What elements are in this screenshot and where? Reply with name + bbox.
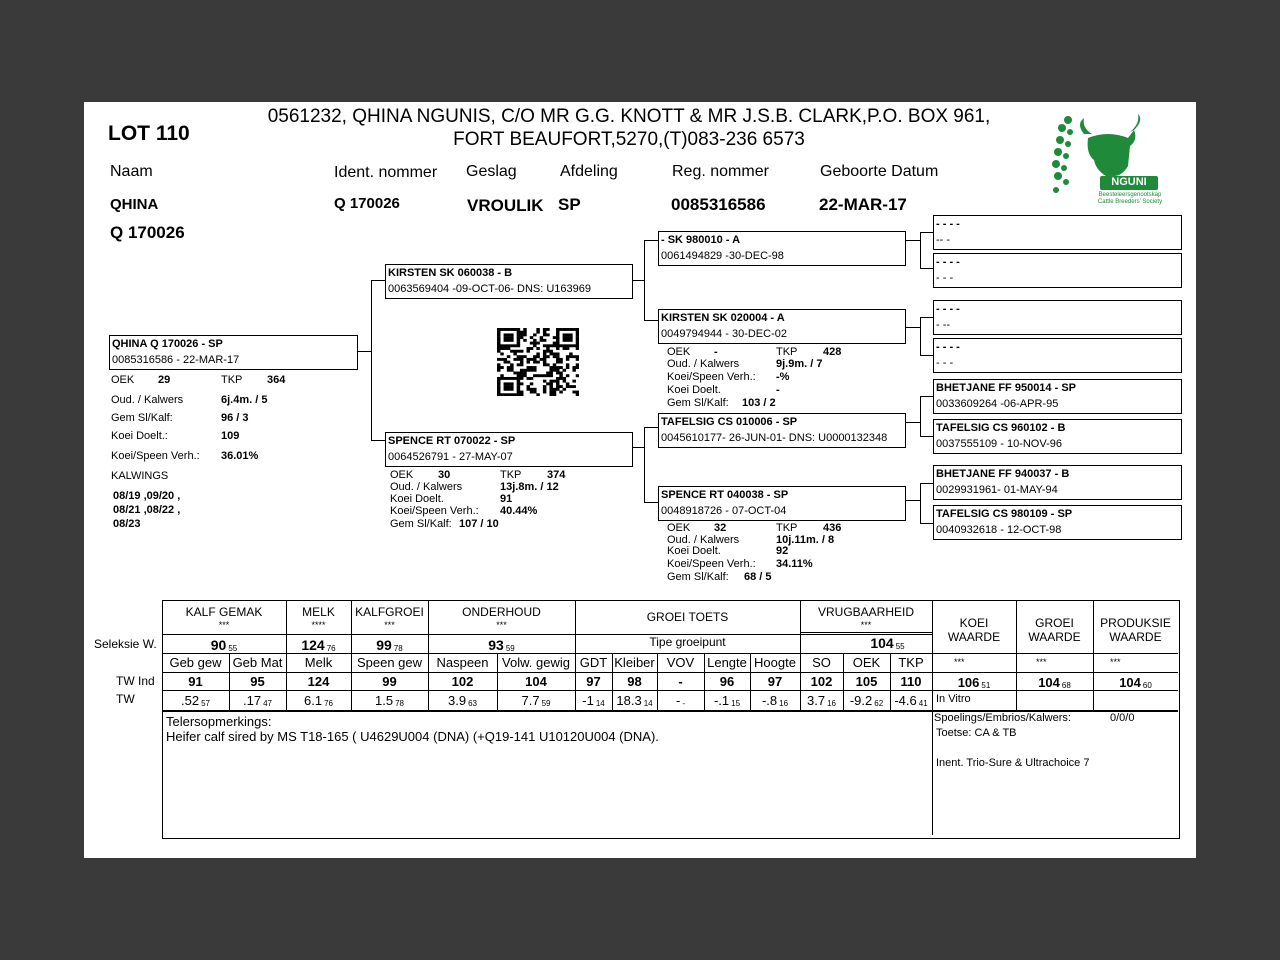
spoelings-value: 0/0/0 xyxy=(1110,712,1135,724)
qr-code[interactable] xyxy=(497,328,579,396)
tw-accuracy: 16 xyxy=(827,699,836,708)
gen3-reg-2: - - - xyxy=(936,272,954,284)
tw-ind-cell: 97 xyxy=(767,674,783,689)
stars-kalf-gemak: *** xyxy=(218,620,230,630)
tw-accuracy: 63 xyxy=(468,699,477,708)
tw-cell xyxy=(428,693,497,708)
gen3-title-4: - - - - xyxy=(936,341,960,353)
animal-name: QHINA xyxy=(110,196,159,213)
dam-dam-box xyxy=(658,486,906,521)
logo-sub1: Beesteleersgenootskap xyxy=(1098,192,1162,198)
gen3-title-8: TAFELSIG CS 980109 - SP xyxy=(936,508,1073,520)
dam-oud-label: Oud. / Kalwers xyxy=(390,481,463,493)
subject-speen-label: Koei/Speen Verh.: xyxy=(111,450,200,462)
animal-ident: Q 170026 xyxy=(334,195,400,212)
tw-ind-cell: 105 xyxy=(855,674,878,689)
column-header: VOV xyxy=(666,655,695,670)
sire-dam-gem: 103 / 2 xyxy=(742,397,776,409)
dam-oek: 30 xyxy=(438,469,451,481)
tw-accuracy: 59 xyxy=(541,699,551,708)
gen3-title-6: TAFELSIG CS 960102 - B xyxy=(936,422,1066,434)
val-koei-waarde: 106 $_{51}$ xyxy=(957,675,991,690)
tw-value: -9.2 xyxy=(849,693,873,708)
tw-value: 1.5 xyxy=(375,693,394,708)
dam-dam-speen-label: Koei/Speen Verh.: xyxy=(667,558,756,570)
gen3-box-6 xyxy=(933,419,1182,454)
tw-accuracy: 14 xyxy=(643,699,653,708)
tw-accuracy: 47 xyxy=(263,699,272,708)
tw-cell xyxy=(704,693,750,708)
tw-value: - xyxy=(675,693,681,708)
tw-ind-cell: 110 xyxy=(900,674,922,689)
tw-value: .17 xyxy=(243,693,262,708)
gen3-box-2 xyxy=(933,253,1182,288)
row-label-seleksie: Seleksie W. xyxy=(94,637,157,651)
header-groei-waarde-2: WAARDE xyxy=(1028,630,1081,644)
dam-title: SPENCE RT 070022 - SP xyxy=(388,435,516,447)
sire-title: KIRSTEN SK 060038 - B xyxy=(388,267,513,279)
sire-dam-oud-label: Oud. / Kalwers xyxy=(667,358,740,370)
gen3-box-8 xyxy=(933,505,1182,540)
sel-kalfgroei: 99 $_{78}$ xyxy=(376,637,403,653)
sel-onderhoud: 93 $_{59}$ xyxy=(488,637,515,653)
column-header: Speen gew xyxy=(356,655,423,670)
tw-accuracy: 62 xyxy=(874,699,884,708)
stars-melk: **** xyxy=(311,620,326,630)
column-header: TKP xyxy=(898,655,924,670)
dam-sire-box xyxy=(658,413,906,448)
tw-accuracy: 14 xyxy=(595,699,605,708)
tw-cell xyxy=(750,693,800,708)
lot-number: LOT 110 xyxy=(108,122,190,145)
column-header: Kleiber xyxy=(614,655,655,670)
column-header: GDT xyxy=(579,655,608,670)
tw-ind-cell: 102 xyxy=(810,674,833,689)
tw-ind-cell: - xyxy=(678,674,683,689)
kalwings-line1: 08/19 ,09/20 , xyxy=(113,490,181,502)
in-vitro-label: In Vitro xyxy=(936,693,971,705)
label-naam: Naam xyxy=(110,163,153,180)
tw-accuracy: 15 xyxy=(731,699,741,708)
subject-gem-label: Gem Sl/Kalf: xyxy=(111,412,173,424)
subject-tkp: 364 xyxy=(267,374,286,386)
tw-ind-cell: 95 xyxy=(250,674,265,689)
tw-cell xyxy=(612,693,657,708)
header-melk: MELK xyxy=(302,605,335,619)
dam-dam-tkp: 436 xyxy=(823,522,842,534)
gen3-box-4 xyxy=(933,338,1182,373)
subject-koei-label: Koei Doelt.: xyxy=(111,430,168,442)
gen3-reg-8: 0040932618 - 12-OCT-98 xyxy=(936,524,1062,536)
dam-oud: 13j.8m. / 12 xyxy=(500,481,559,493)
label-afdeling: Afdeling xyxy=(560,163,618,180)
column-header: SO xyxy=(812,655,831,670)
dam-dam-koei: 92 xyxy=(776,545,789,557)
sire-sire-reg-date: 0061494829 -30-DEC-98 xyxy=(661,250,784,262)
inent-text: Inent. Trio-Sure & Ultrachoice 7 xyxy=(936,757,1090,769)
tw-cell xyxy=(497,693,575,708)
subject-gem: 96 / 3 xyxy=(221,412,249,424)
gen3-title-5: BHETJANE FF 950014 - SP xyxy=(936,382,1076,394)
stars-produksie-waarde: *** xyxy=(1110,657,1121,667)
subject-tkp-label: TKP xyxy=(221,374,243,386)
dam-dam-oud-label: Oud. / Kalwers xyxy=(667,534,740,546)
dam-dam-gem: 68 / 5 xyxy=(744,571,772,583)
stars-groei-waarde: *** xyxy=(1036,657,1047,667)
row-label-tw-ind: TW Ind xyxy=(116,674,155,688)
qr-code-icon xyxy=(497,328,579,396)
gen3-box-5 xyxy=(933,379,1182,414)
subject-oud-label: Oud. / Kalwers xyxy=(111,394,184,406)
kalwings-line3: 08/23 xyxy=(113,518,141,530)
tw-accuracy: 57 xyxy=(201,699,210,708)
tw-accuracy: 76 xyxy=(324,699,333,708)
column-header: Naspeen xyxy=(436,655,489,670)
gen3-title-2: - - - - xyxy=(936,256,960,268)
breeder-address-line1: 0561232, QHINA NGUNIS, C/O MR G.G. KNOTT & MR J.S.B. CLARK,P.O. BOX 961, xyxy=(267,106,991,127)
sire-dam-speen-label: Koei/Speen Verh.: xyxy=(667,371,756,383)
dam-gem-label: Gem Sl/Kalf: xyxy=(390,518,452,530)
subject-oek-label: OEK xyxy=(111,374,135,386)
gen3-title-3: - - - - xyxy=(936,303,960,315)
dam-dam-gem-label: Gem Sl/Kalf: xyxy=(667,571,729,583)
column-header: Melk xyxy=(304,655,333,670)
sire-dam-koei-label: Koei Doelt. xyxy=(667,384,721,396)
tw-ind-cell: 124 xyxy=(307,674,330,689)
tw-value: -.1 xyxy=(713,693,730,708)
gen3-reg-3: - -- xyxy=(936,319,951,331)
tw-accuracy: 16 xyxy=(779,699,789,708)
header-kalf-gemak: KALF GEMAK xyxy=(185,605,263,619)
sire-sire-title: - SK 980010 - A xyxy=(661,234,741,246)
sire-dam-tkp-label: TKP xyxy=(776,346,798,358)
sire-dam-title: KIRSTEN SK 020004 - A xyxy=(661,312,785,324)
tw-ind-cell: 96 xyxy=(719,674,735,689)
kalwings-line2: 08/21 ,08/22 , xyxy=(113,504,181,516)
tw-ind-cell: 102 xyxy=(451,674,474,689)
subject-koei: 109 xyxy=(221,430,240,442)
tw-cell xyxy=(229,693,286,708)
tw-cell xyxy=(162,693,229,708)
breeder-address-line2: FORT BEAUFORT,5270,(T)083-236 6573 xyxy=(453,129,805,150)
animal-sex: VROULIK xyxy=(467,196,544,215)
dam-box xyxy=(385,432,633,467)
tw-ind-cell: 99 xyxy=(382,674,397,689)
header-groei-toets: GROEI TOETS xyxy=(646,610,729,624)
val-groei-waarde: 104 $_{68}$ xyxy=(1038,675,1071,690)
dam-dam-tkp-label: TKP xyxy=(776,522,798,534)
dam-koei: 91 xyxy=(500,493,513,505)
val-produksie-waarde: 104 $_{60}$ xyxy=(1119,675,1152,690)
header-produksie-waarde-2: WAARDE xyxy=(1109,630,1162,644)
catalogue-sheet xyxy=(84,102,1196,858)
column-header: Lengte xyxy=(707,655,747,670)
header-koei-waarde-2: WAARDE xyxy=(947,630,1001,644)
remarks-label: Telersopmerkings: xyxy=(166,714,272,729)
dam-sire-title: TAFELSIG CS 010006 - SP xyxy=(661,416,798,428)
column-header: OEK xyxy=(852,655,881,670)
column-header: Hoogte xyxy=(754,655,796,670)
dam-dam-reg-date: 0048918726 - 07-OCT-04 xyxy=(661,505,787,517)
dam-tkp-label: TKP xyxy=(500,469,522,481)
dam-gem: 107 / 10 xyxy=(459,518,499,530)
gen3-title-7: BHETJANE FF 940037 - B xyxy=(936,468,1070,480)
gen3-reg-1: -- - xyxy=(936,234,951,246)
dam-dam-title: SPENCE RT 040038 - SP xyxy=(661,489,789,501)
sire-dam-reg-date: 0049794944 - 30-DEC-02 xyxy=(661,328,787,340)
tw-ind-cell: 91 xyxy=(188,674,203,689)
tw-value: 6.1 xyxy=(304,693,323,708)
header-produksie-waarde-1: PRODUKSIE xyxy=(1100,616,1171,630)
dam-reg-date: 0064526791 - 27-MAY-07 xyxy=(388,451,513,463)
sire-box xyxy=(385,264,633,299)
sire-dam-box xyxy=(658,309,906,344)
sire-dam-oek-label: OEK xyxy=(667,346,691,358)
tw-ind-cell: 97 xyxy=(586,674,601,689)
tw-value: .52 xyxy=(181,693,200,708)
tw-cell xyxy=(800,693,843,708)
dam-dam-oek-label: OEK xyxy=(667,522,691,534)
sire-dam-speen: -% xyxy=(776,371,790,383)
column-header: Volw. gewig xyxy=(502,655,570,670)
toetse-text: Toetse: CA & TB xyxy=(936,727,1017,739)
label-ident: Ident. nommer xyxy=(334,164,438,181)
animal-section: SP xyxy=(558,195,581,214)
tw-cell xyxy=(657,693,704,708)
column-header: Geb Mat xyxy=(232,655,283,670)
tw-cell xyxy=(843,693,890,708)
dam-dam-oud: 10j.11m. / 8 xyxy=(776,534,835,546)
stars-vrugbaarheid: *** xyxy=(860,620,872,630)
dam-dam-oek: 32 xyxy=(714,522,727,534)
kalwings-label: KALWINGS xyxy=(111,470,169,482)
dam-speen: 40.44% xyxy=(500,505,538,517)
tw-ind-cell: 98 xyxy=(627,674,642,689)
sel-melk: 124 $_{76}$ xyxy=(301,637,336,653)
animal-reg-number: 0085316586 xyxy=(671,195,766,214)
subject-reg-date: 0085316586 - 22-MAR-17 xyxy=(112,354,240,366)
nguni-logo xyxy=(1048,110,1168,206)
tw-value: 7.7 xyxy=(521,693,540,708)
subject-speen: 36.01% xyxy=(221,450,259,462)
sire-dam-oud: 9j.9m. / 7 xyxy=(776,358,823,370)
header-vrugbaarheid: VRUGBAARHEID xyxy=(817,605,915,619)
sire-dam-tkp: 428 xyxy=(823,346,842,358)
dam-koei-label: Koei Doelt. xyxy=(390,493,444,505)
gen3-box-3 xyxy=(933,300,1182,335)
tw-cell xyxy=(890,693,932,708)
sire-sire-box xyxy=(658,231,906,266)
tw-value: 3.7 xyxy=(807,693,826,708)
dam-sire-reg-date: 0045610177- 26-JUN-01- DNS: U0000132348 xyxy=(661,432,888,444)
header-onderhoud: ONDERHOUD xyxy=(462,605,541,619)
spoelings-label: Spoelings/Embrios/Kalwers: xyxy=(934,712,1071,724)
tw-value: -4.6 xyxy=(894,693,917,708)
subject-oud: 6j.4m. / 5 xyxy=(221,394,268,406)
animal-ident-large: Q 170026 xyxy=(110,223,185,242)
tw-cell xyxy=(575,693,612,708)
row-label-tw: TW xyxy=(116,692,135,706)
sire-dam-koei: - xyxy=(776,384,780,396)
dam-oek-label: OEK xyxy=(390,469,414,481)
subject-oek: 29 xyxy=(158,374,171,386)
sire-dam-oek: - xyxy=(714,346,718,358)
dam-dam-koei-label: Koei Doelt. xyxy=(667,545,721,557)
subject-box xyxy=(109,335,358,370)
gen3-reg-5: 0033609264 -06-APR-95 xyxy=(936,398,1059,410)
logo-wordmark: NGUNI xyxy=(1111,176,1147,188)
label-geboorte: Geboorte Datum xyxy=(820,163,939,180)
header-kalfgroei: KALFGROEI xyxy=(355,605,424,619)
logo-sub2: Cattle Breeders' Society xyxy=(1097,199,1163,205)
sire-reg-date: 0063569404 -09-OCT-06- DNS: U163969 xyxy=(388,283,592,295)
tw-value: 3.9 xyxy=(448,693,467,708)
dam-speen-label: Koei/Speen Verh.: xyxy=(390,505,479,517)
animal-birth-date: 22-MAR-17 xyxy=(819,195,907,214)
tw-accuracy: 41 xyxy=(918,699,928,708)
dam-dam-speen: 34.11% xyxy=(776,558,813,570)
subject-title: QHINA Q 170026 - SP xyxy=(112,338,223,350)
tw-value: -.8 xyxy=(761,693,778,708)
label-geslag: Geslag xyxy=(466,163,517,180)
label-reg: Reg. nommer xyxy=(672,163,769,180)
tw-value: -1 xyxy=(582,693,594,708)
remarks-text: Heifer calf sired by MS T18-165 ( U4629U004 (DNA) (+Q19-141 U10120U004 (DNA). xyxy=(166,729,659,744)
tw-accuracy: 78 xyxy=(395,699,404,708)
sel-kalf-gemak: 90 $_{55}$ xyxy=(210,637,238,653)
dam-tkp: 374 xyxy=(547,469,566,481)
sire-dam-gem-label: Gem Sl/Kalf: xyxy=(667,397,729,409)
stars-onderhoud: *** xyxy=(496,620,507,630)
tw-cell xyxy=(351,693,428,708)
gen3-reg-7: 0029931961- 01-MAY-94 xyxy=(936,484,1058,496)
gen3-box-1 xyxy=(933,215,1182,250)
tw-value: 18.3 xyxy=(616,693,642,708)
gen3-reg-4: - - - xyxy=(936,357,954,369)
tw-accuracy: - xyxy=(682,699,685,708)
header-groei-waarde-1: GROEI xyxy=(1035,616,1074,630)
stars-koei-waarde: *** xyxy=(954,657,965,667)
header-koei-waarde-1: KOEI xyxy=(959,616,989,630)
sel-vrugbaarheid: 104 $_{55}$ xyxy=(870,635,905,651)
gen3-reg-6: 0037555109 - 10-NOV-96 xyxy=(936,438,1062,450)
tw-ind-cell: 104 xyxy=(525,674,547,689)
header-tipe-groeipunt: Tipe groeipunt xyxy=(649,635,726,649)
gen3-title-1: - - - - xyxy=(936,218,960,230)
tw-cell xyxy=(286,693,351,708)
stars-kalfgroei: *** xyxy=(384,620,395,630)
gen3-box-7 xyxy=(933,465,1182,500)
column-header: Geb gew xyxy=(169,655,222,670)
